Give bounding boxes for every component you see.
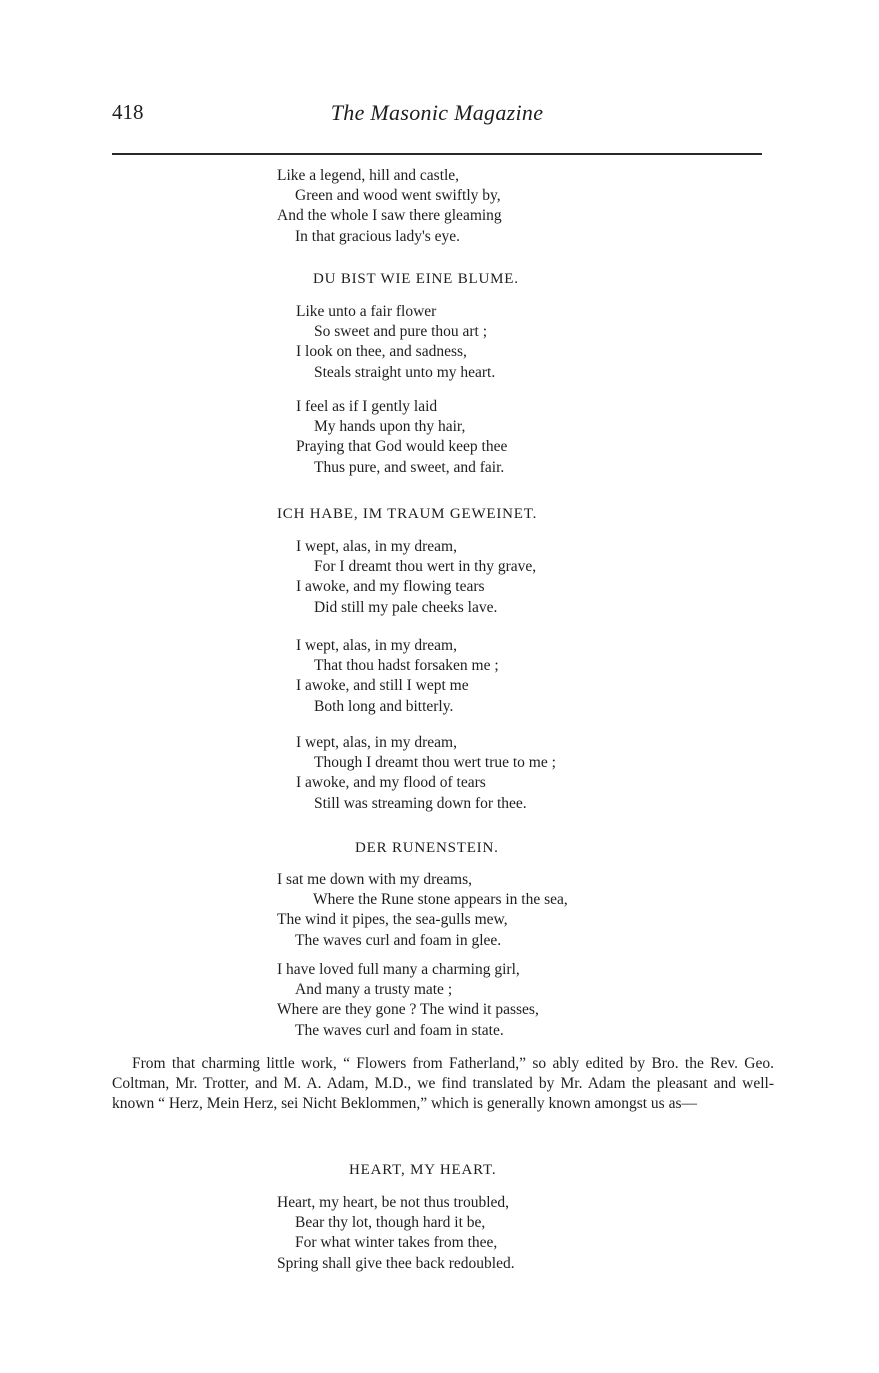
running-title: The Masonic Magazine (330, 100, 544, 125)
poem-line: Bear thy lot, though hard it be, (295, 1214, 486, 1232)
poem-line: Where the Rune stone appears in the sea, (313, 891, 568, 909)
poem-line: Thus pure, and sweet, and fair. (314, 458, 505, 476)
poem-line: Both long and bitterly. (314, 697, 454, 715)
poem-title-heart: HEART, MY HEART. (349, 1162, 497, 1178)
poem-line: Green and wood went swiftly by, (295, 187, 501, 205)
poem-ich-habe-stanza-2 (296, 636, 499, 717)
poem-title-ich-habe: ICH HABE, IM TRAUM GEWEINET. (277, 506, 538, 522)
poem-line: The waves curl and foam in state. (295, 1021, 504, 1039)
poem-heart-stanza-1 (277, 1193, 515, 1274)
poem-line: For what winter takes from thee, (295, 1234, 498, 1252)
poem-runenstein-stanza-2 (277, 960, 539, 1041)
poem-line: Steals straight unto my heart. (314, 363, 496, 381)
poem-line: I sat me down with my dreams, (277, 871, 473, 888)
page-number: 418 (112, 100, 144, 124)
stanza-continued (277, 166, 502, 247)
poem-line: I wept, alas, in my dream, (296, 734, 457, 751)
poem-line: The wind it pipes, the sea-gulls mew, (277, 911, 508, 929)
poem-runenstein-stanza-1 (277, 870, 568, 951)
poem-line: Where are they gone ? The wind it passes, (277, 1001, 539, 1019)
poem-line: Like a legend, hill and castle, (277, 167, 460, 184)
prose-paragraph: From that charming little work, “ Flowers from Fatherland,” so ably edited by Bro. the Rev. Geo. Coltman, Mr. Trotter, and M. A. Adam, M.D., we find translated by Mr. Adam the pleasant and well-known “ Herz, Mein Herz, sei Nicht Beklommen,” which is generally known amongst us as— (112, 1055, 774, 1113)
poem-line: Though I dreamt thou wert true to me ; (314, 754, 556, 772)
poem-ich-habe-stanza-3 (296, 733, 556, 814)
poem-line: Heart, my heart, be not thus troubled, (277, 1194, 510, 1211)
poem-line: I wept, alas, in my dream, (296, 538, 457, 555)
poem-line: Praying that God would keep thee (296, 438, 508, 456)
poem-line: Did still my pale cheeks lave. (314, 598, 498, 616)
poem-line: I look on thee, and sadness, (296, 343, 467, 361)
poem-line: And the whole I saw there gleaming (277, 207, 502, 225)
poem-line: For I dreamt thou wert in thy grave, (314, 558, 537, 576)
poem-du-bist-stanza-2 (296, 397, 507, 478)
poem-line: Still was streaming down for thee. (314, 794, 527, 812)
poem-title-du-bist: DU BIST WIE EINE BLUME. (313, 271, 519, 287)
poem-line: The waves curl and foam in glee. (295, 931, 502, 949)
poem-line: That thou hadst forsaken me ; (314, 657, 499, 675)
poem-line: In that gracious lady's eye. (295, 227, 461, 245)
poem-line: I awoke, and my flood of tears (296, 774, 486, 792)
poem-du-bist-stanza-1 (296, 302, 495, 383)
poem-title-runenstein: DER RUNENSTEIN. (355, 840, 499, 856)
header-rule (112, 153, 762, 155)
poem-line: And many a trusty mate ; (295, 981, 453, 999)
poem-line: Spring shall give thee back redoubled. (277, 1254, 515, 1272)
page-header (112, 100, 762, 130)
poem-line: I feel as if I gently laid (296, 398, 438, 415)
poem-line: My hands upon thy hair, (314, 418, 466, 436)
poem-line: I wept, alas, in my dream, (296, 637, 457, 654)
poem-line: I have loved full many a charming girl, (277, 961, 520, 978)
poem-line: Like unto a fair flower (296, 303, 437, 320)
poem-line: So sweet and pure thou art ; (314, 323, 488, 341)
poem-ich-habe-stanza-1 (296, 537, 536, 618)
prose-section (112, 1054, 774, 1115)
poem-line: I awoke, and still I wept me (296, 677, 469, 695)
poem-line: I awoke, and my flowing tears (296, 578, 485, 596)
